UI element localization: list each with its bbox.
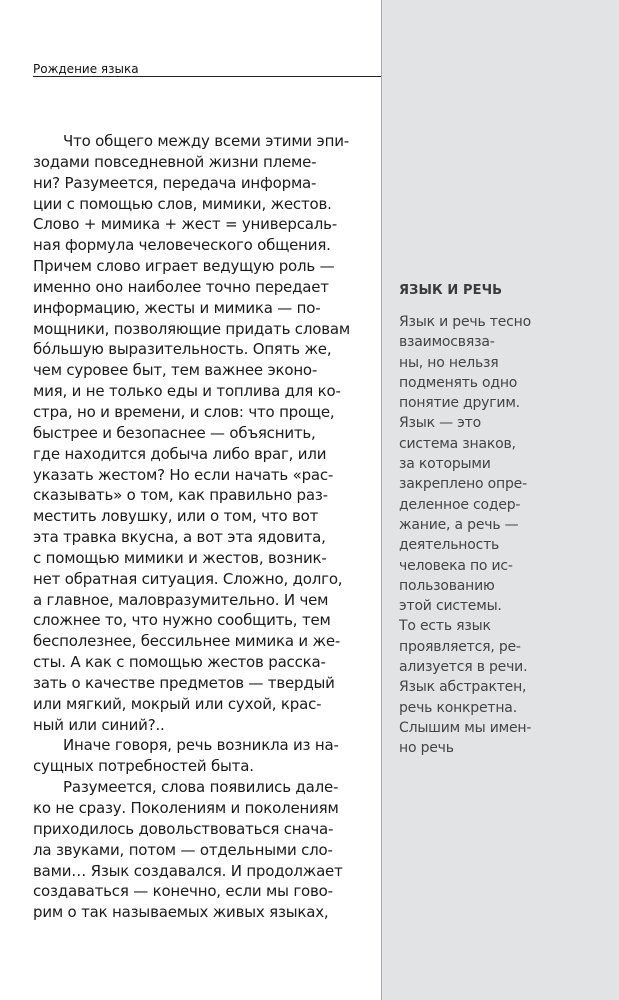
text-line: а главное, маловразумительно. И чем xyxy=(33,590,329,609)
text-line: стра, но и времени, и слов: что проще, xyxy=(33,402,335,421)
sidebar-heading: ЯЗЫК И РЕЧЬ xyxy=(399,283,503,298)
sidebar-line: закреплено опре- xyxy=(399,476,527,493)
text-line: сущных потребностей быта. xyxy=(33,757,254,776)
text-line: Слово + мимика + жест = универсаль- xyxy=(33,215,337,234)
sidebar-line: проявляется, ре- xyxy=(399,638,521,655)
text-line: мощники, позволяющие придать словам xyxy=(33,319,350,338)
text-line: ко не сразу. Поколениям и поколениям xyxy=(33,799,339,817)
text-line: местить ловушку, или о том, что вот xyxy=(33,507,319,526)
sidebar-line: система знаков, xyxy=(399,435,516,452)
text-line: указать жестом? Но если начать «рас- xyxy=(33,465,334,484)
text-line: вами… Язык создавался. И продолжает xyxy=(33,861,343,880)
text-line: с помощью мимики и жестов, возник- xyxy=(33,548,327,567)
text-line: зодами повседневной жизни племе- xyxy=(33,152,317,171)
text-line: сложнее то, что нужно сообщить, тем xyxy=(33,611,331,630)
sidebar-line: жание, а речь — xyxy=(399,516,519,533)
sidebar-line: понятие другим. xyxy=(399,395,520,412)
sidebar-line: ны, но нельзя xyxy=(399,354,499,371)
sidebar-line: деятельность xyxy=(399,537,500,554)
sidebar-line: Язык и речь тесно xyxy=(399,314,531,330)
text-line: информацию, жесты и мимика — по- xyxy=(33,298,321,317)
sidebar-line: деленное содер- xyxy=(399,496,521,513)
text-line: Иначе говоря, речь возникла из на- xyxy=(63,736,339,755)
text-line: бесполезнее, бессильнее мимика и же- xyxy=(33,632,341,651)
text-line: эта травка вкусна, а вот эта ядовита, xyxy=(33,528,326,547)
text-line: Причем слово играет ведущую роль — xyxy=(33,257,335,276)
text-line: где находится добыча либо враг, или xyxy=(33,444,327,463)
text-line: сказывать» о том, как правильно раз- xyxy=(33,486,328,505)
sidebar-line: То есть язык xyxy=(399,618,491,635)
text-line: ции с помощью слов, мимики, жестов. xyxy=(33,194,332,213)
sidebar-line: человека по ис- xyxy=(399,557,513,574)
text-line: приходилось довольствоваться снача- xyxy=(33,819,334,838)
sidebar-line: Язык — это xyxy=(399,415,481,432)
sidebar-line: за которыми xyxy=(399,456,491,473)
sidebar-line: Язык абстрактен, xyxy=(399,679,527,696)
sidebar-line: взаимосвяза- xyxy=(399,334,495,351)
sidebar-line: Слышим мы имен- xyxy=(399,719,532,736)
sidebar-line: речь конкретна. xyxy=(399,699,517,716)
text-line: ная формула человеческого общения. xyxy=(33,236,331,255)
text-line: ла звуками, потом — отдельными сло- xyxy=(33,840,333,859)
text-line: быстрее и безопаснее — объяснить, xyxy=(33,423,316,442)
text-line: или мягкий, мокрый или сухой, крас- xyxy=(33,694,322,713)
running-header-title: Рождение языка xyxy=(33,62,139,76)
sidebar-line: пользованию xyxy=(399,577,495,594)
text-line: чем суровее быт, тем важнее эконо- xyxy=(33,361,318,380)
sidebar-line: но речь xyxy=(399,740,454,757)
sidebar-line: подменять одно xyxy=(399,374,518,391)
text-line: ни? Разумеется, передача информа- xyxy=(33,173,317,192)
text-line: Разумеется, слова появились дале- xyxy=(63,778,339,797)
text-line: именно оно наиболее точно передает xyxy=(33,277,329,296)
text-line: зать о качестве предметов — твердый xyxy=(33,673,335,692)
main-text-column xyxy=(33,131,368,923)
text-line: нет обратная ситуация. Сложно, долго, xyxy=(33,569,343,588)
text-line: бóльшую выразительность. Опять же, xyxy=(33,340,332,359)
text-line: ный или синий?.. xyxy=(33,715,165,734)
text-line: сты. А как с помощью жестов расска- xyxy=(33,653,326,672)
sidebar-text xyxy=(399,312,614,759)
text-line: мия, и не только еды и топлива для ко- xyxy=(33,382,341,401)
sidebar-panel xyxy=(381,0,619,1000)
text-line: создаваться — конечно, если мы гово- xyxy=(33,882,333,901)
text-line: Что общего между всеми этими эпи- xyxy=(63,132,349,150)
text-line: рим о так называемых живых языках, xyxy=(33,903,329,922)
sidebar-line: ализуется в речи. xyxy=(399,659,528,676)
sidebar-line: этой системы. xyxy=(399,598,502,615)
